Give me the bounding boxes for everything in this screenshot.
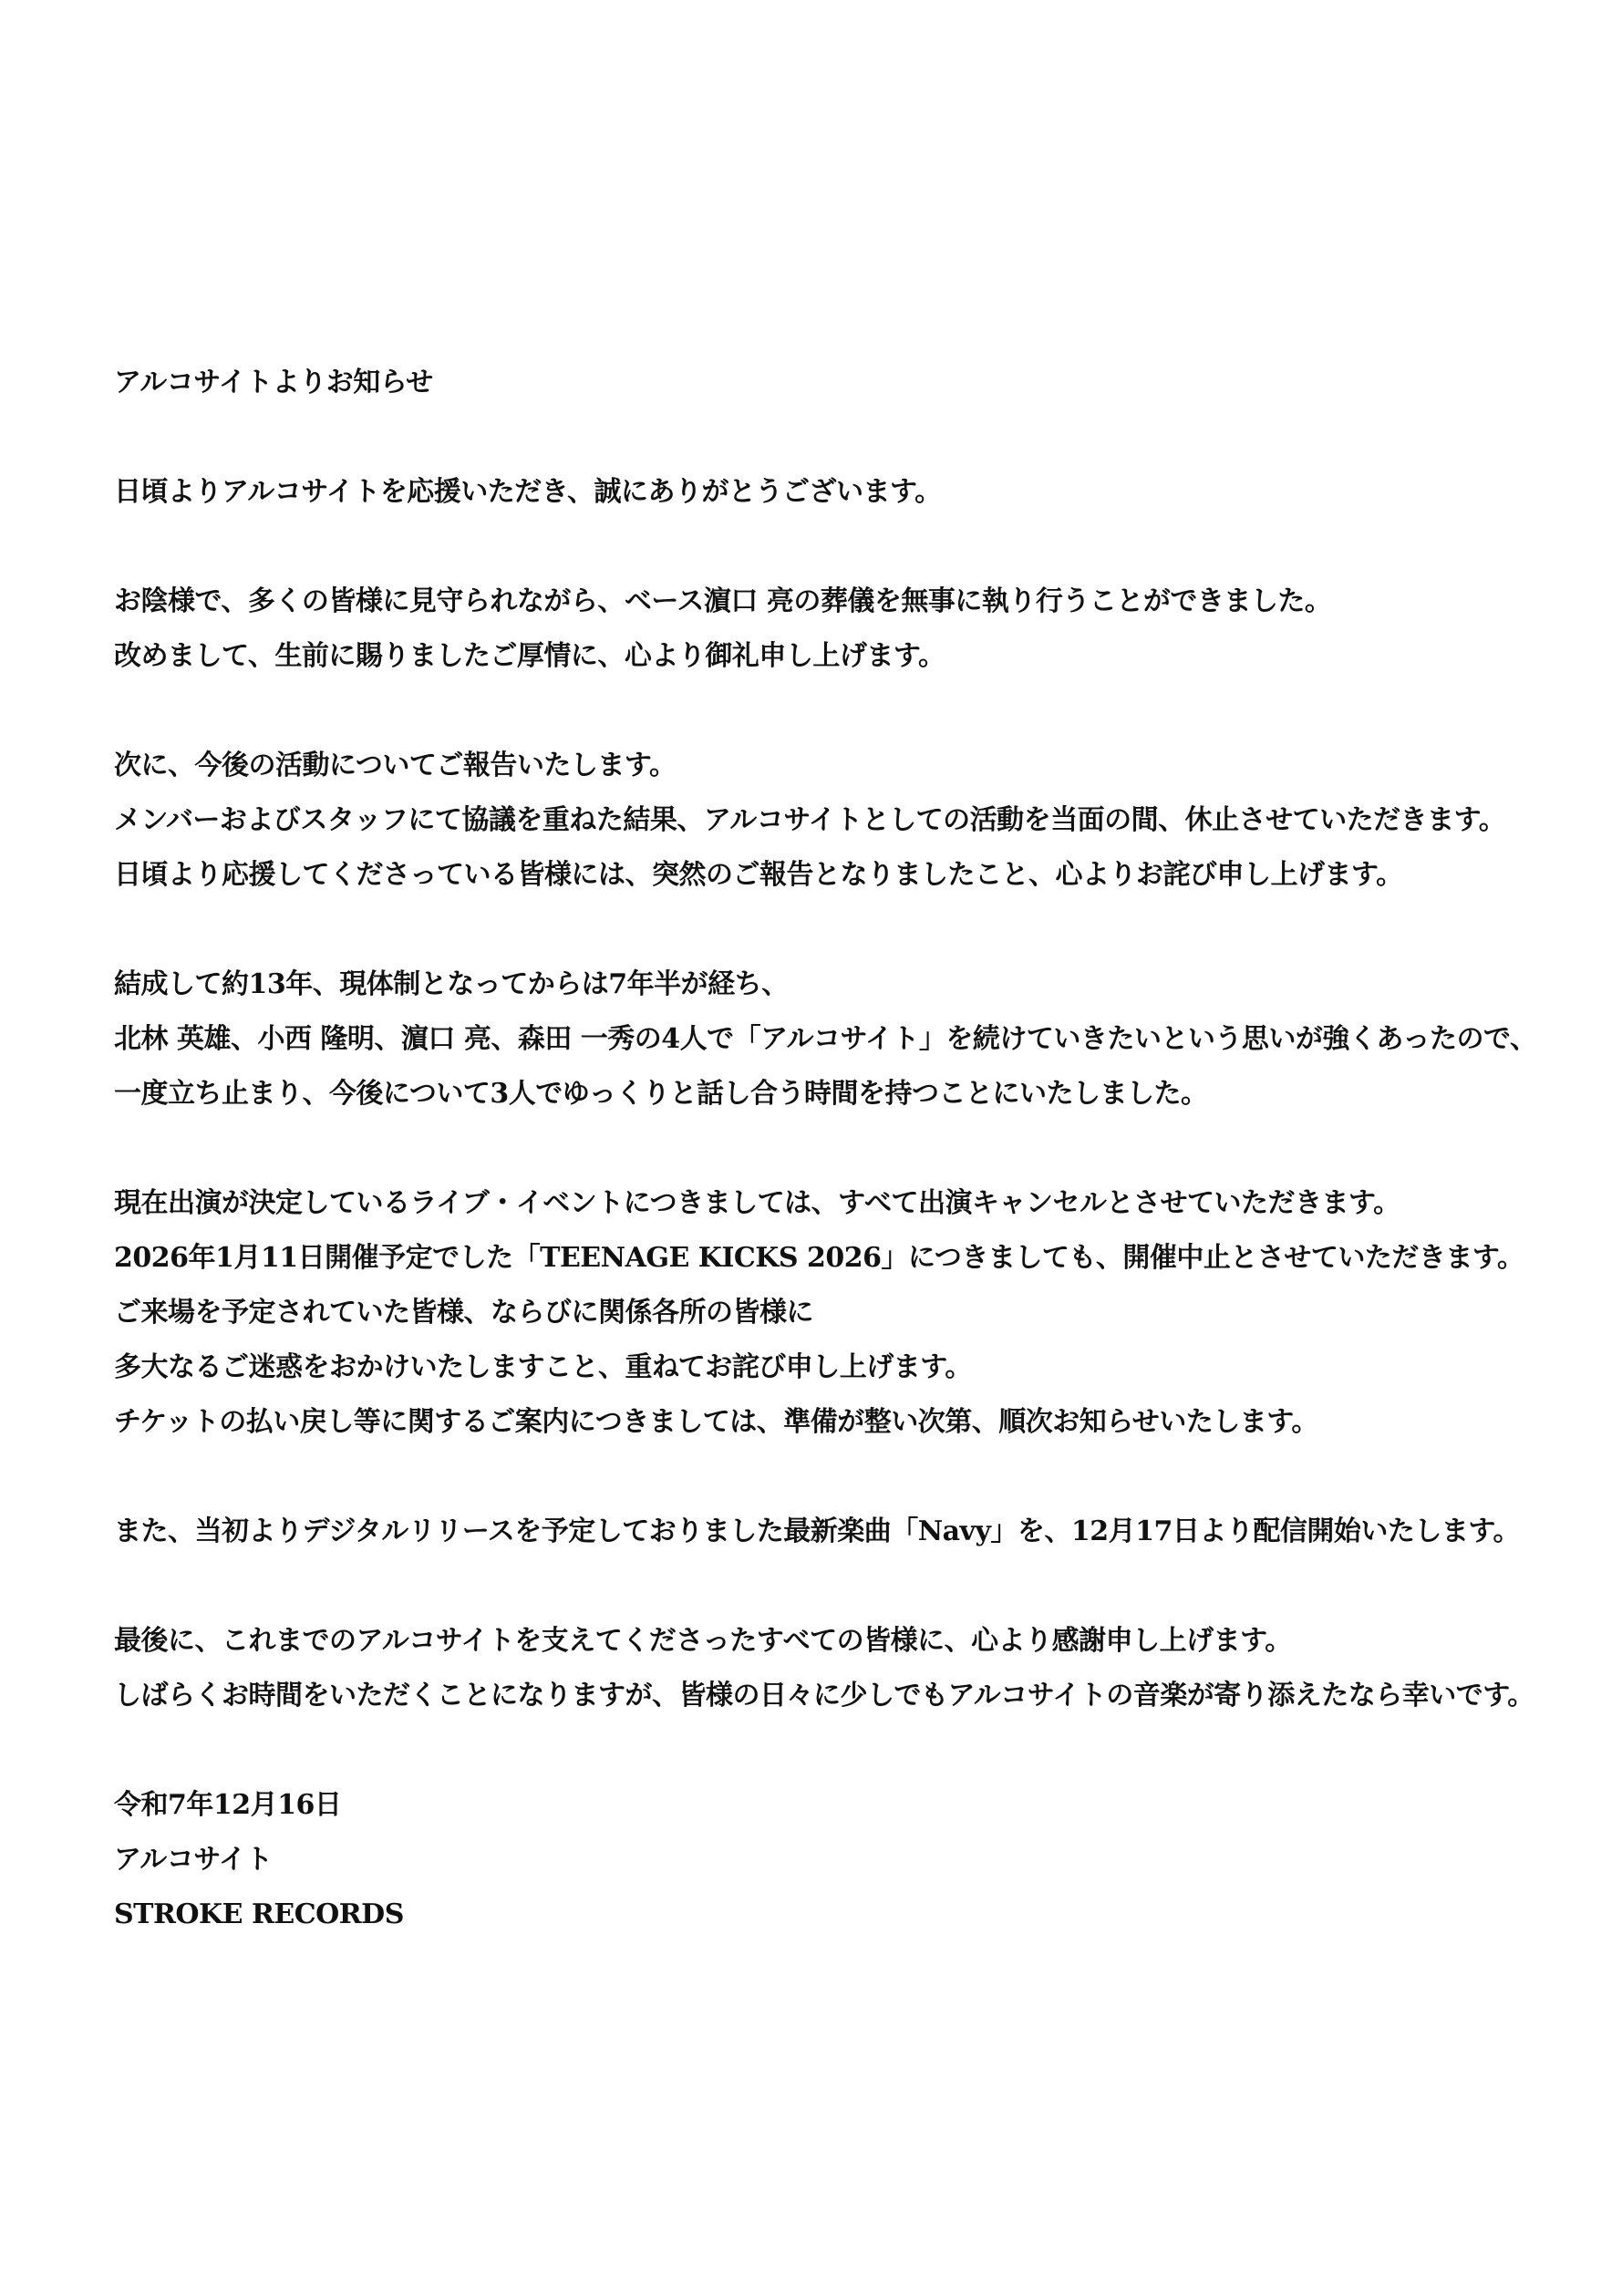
paragraph-funeral bbox=[114, 574, 1536, 684]
greeting-line: 日頃よりアルコサイトを応援いただき、誠にありがとうございます。 bbox=[114, 476, 942, 508]
spacer bbox=[114, 684, 1536, 739]
spacer bbox=[114, 1723, 1536, 1778]
notice-title: アルコサイトよりお知らせ bbox=[114, 367, 433, 398]
text-line: ご来場を予定されていた皆様、ならびに関係各所の皆様に bbox=[114, 1297, 813, 1329]
text-line: 多大なるご迷惑をおかけいたしますこと、重ねてお詫び申し上げます。 bbox=[114, 1351, 972, 1383]
paragraph-thanks bbox=[114, 1614, 1536, 1723]
text-line: 最後に、これまでのアルコサイトを支えてくださったすべての皆様に、心より感謝申し上げます。 bbox=[114, 1625, 1292, 1657]
text-line: 改めまして、生前に賜りましたご厚情に、心より御礼申し上げます。 bbox=[114, 640, 945, 672]
text-line: しばらくお時間をいただくことになりますが、皆様の日々に少しでもアルコサイトの音楽が寄り添えたなら幸いです。 bbox=[114, 1680, 1534, 1712]
notice-document bbox=[114, 356, 1536, 1942]
text-line: お陰様で、多くの皆様に見守られながら、ベース濵口 亮の葬儀を無事に執り行うことができました。 bbox=[114, 585, 1332, 617]
paragraph-cancellations bbox=[114, 1176, 1536, 1450]
paragraph-release bbox=[114, 1505, 1536, 1559]
text-line: 北林 英雄、小西 隆明、濵口 亮、森田 一秀の4人で「アルコサイト」を続けていきたいという思いが強くあったので、 bbox=[114, 1023, 1537, 1055]
signature-block bbox=[114, 1778, 1536, 1942]
text-line: 2026年1月11日開催予定でした「TEENAGE KICKS 2026」につきましても、開催中止とさせていただきます。 bbox=[114, 1242, 1524, 1274]
paragraph-hiatus bbox=[114, 739, 1536, 903]
spacer bbox=[114, 903, 1536, 957]
text-line: 日頃より応援してくださっている皆様には、突然のご報告となりましたこと、心よりお詫び申し上げます。 bbox=[114, 859, 1403, 891]
text-line: チケットの払い戻し等に関するご案内につきましては、準備が整い次第、順次お知らせいたします。 bbox=[114, 1406, 1318, 1438]
signature-date: 令和7年12月16日 bbox=[114, 1789, 342, 1821]
text-line: 結成して約13年、現体制となってからは7年半が経ち、 bbox=[114, 968, 789, 1000]
text-line: 次に、今後の活動についてご報告いたします。 bbox=[114, 750, 677, 781]
spacer bbox=[114, 1559, 1536, 1614]
text-line: 現在出演が決定しているライブ・イベントにつきましては、すべて出演キャンセルとさせていただきます。 bbox=[114, 1187, 1400, 1219]
paragraph-history bbox=[114, 957, 1536, 1122]
signature-band: アルコサイト bbox=[114, 1844, 273, 1876]
text-line: メンバーおよびスタッフにて協議を重ねた結果、アルコサイトとしての活動を当面の間、休止させていただきます。 bbox=[114, 804, 1506, 836]
spacer bbox=[114, 1122, 1536, 1176]
text-line: また、当初よりデジタルリリースを予定しておりました最新楽曲「Navy」を、12月17日より配信開始いたします。 bbox=[114, 1515, 1521, 1547]
spacer bbox=[114, 410, 1536, 465]
text-line: 一度立ち止まり、今後について3人でゆっくりと話し合う時間を持つことにいたしました。 bbox=[114, 1078, 1208, 1110]
signature-label: STROKE RECORDS bbox=[114, 1898, 404, 1930]
spacer bbox=[114, 1450, 1536, 1505]
spacer bbox=[114, 520, 1536, 574]
